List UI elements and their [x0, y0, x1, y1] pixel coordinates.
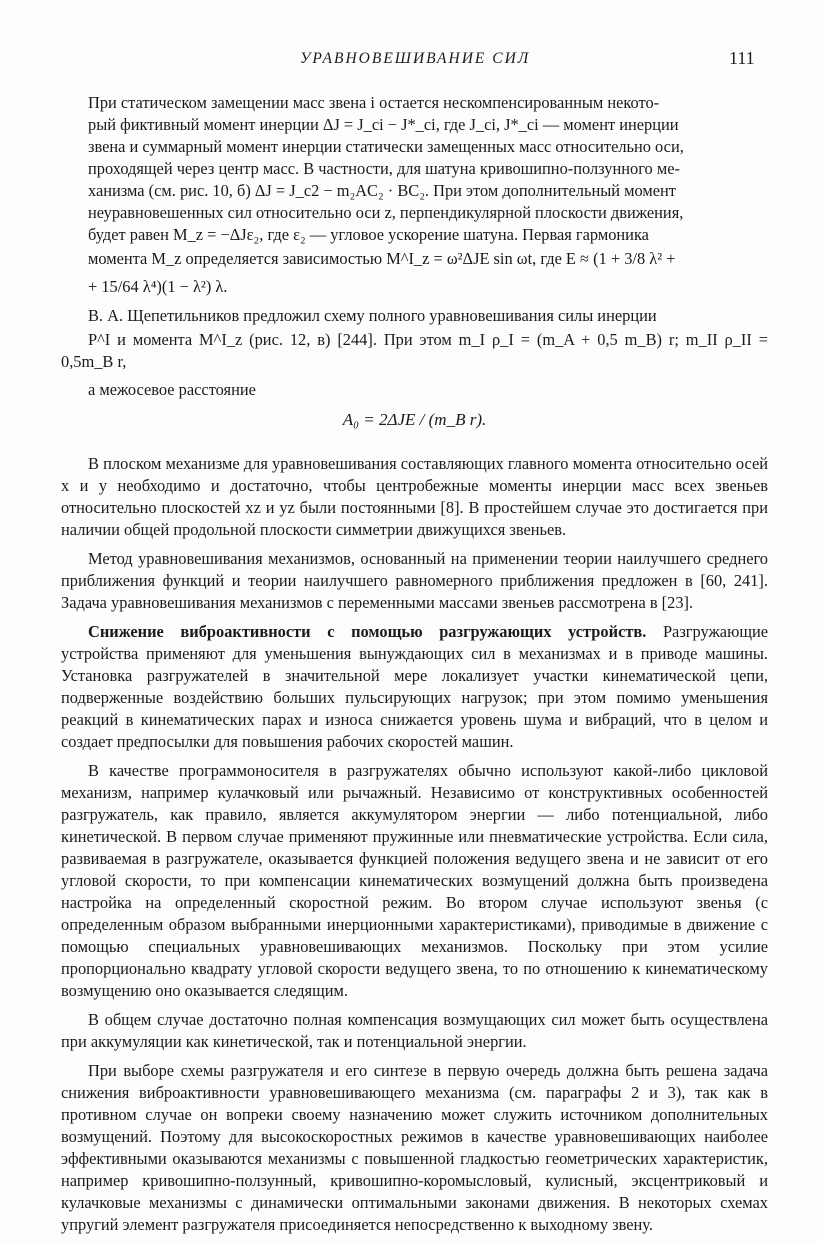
- running-title: УРАВНОВЕШИВАНИЕ СИЛ: [300, 50, 531, 67]
- paragraph-plane-mechanism: В плоском механизме для уравновешивания составляющих главного момента относительно осей x и y необходимо и достаточно, чтобы центробежные моменты инерции масс всех звеньев относительно плоскостей xz и yz были постоянными [8]. В простейшем случае это достигается при наличии общей продольной плоскости симметрии движущихся звеньев.: [61, 454, 768, 539]
- paragraph-shchepetilnikov: [61, 305, 768, 401]
- paragraph-static-substitution: [61, 92, 768, 298]
- text-line: звена и суммарный момент инерции статически замещенных масс относительно оси,: [88, 137, 684, 156]
- formula-line: P^I и момента M^I_z (рис. 12, в) [244]. При этом m_I ρ_I = (m_A + 0,5 m_B) r; m_II ρ_II = 0,5m_B r,: [61, 330, 768, 371]
- page-header: [0, 48, 822, 72]
- formula-line: + 15/64 λ⁴)(1 − λ²) λ.: [88, 277, 228, 296]
- paragraph-scheme-choice: При выборе схемы разгружателя и его синтезе в первую очередь должна быть решена задача снижения виброактивности уравновешивающего механизма (см. параграфы 2 и 3), так как в противном случае он вопреки своему назначению может служить источником дополнительных возмущений. Поэтому для высокоскоростных режимов в качестве уравновешивающих наиболее эффективными оказываются механизмы с повышенной гладкостью геометрических характеристик, например кривошипно-ползунный, кривошипно-коромысловый, кулисный, эксцентриковый и кулачковые механизмы с динамически оптимальными законами движения. В некоторых схемах упругий элемент разгружателя присоединяется непосредственно к выходному звену.: [61, 1061, 768, 1234]
- equation-axis-distance: A₀ = 2ΔJE / (m_B r).: [342, 410, 487, 429]
- paragraph-balancing-method: Метод уравновешивания механизмов, основанный на применении теории наилучшего среднего приближения функций и теории наилучшего равномерного приближения предложен в [60, 241]. Задача уравновешивания механизмов с переменными массами звеньев рассмотрена в [23].: [61, 549, 768, 612]
- text-line: проходящей через центр масс. В частности, для шатуна кривошипно-ползунного ме-: [88, 159, 680, 178]
- paragraph-program-carrier: В качестве программоносителя в разгружателях обычно используют какой-либо цикловой механизм, например кулачковый или рычажный. Независимо от конструктивных особенностей разгружатель, как правило, является аккумулятором энергии — либо потенциальной, либо кинетической. В первом случае применяют пружинные или пневматические устройства. Если сила, развиваемая в разгружателе, оказывается функцией положения ведущего звена и не зависит от его угловой скорости, то при компенсации кинематических возмущений должна быть произведена настройка на определенный скоростной режим. Во втором случае используют звенья (с определенным образом выбранными инерционными характеристиками), приводимые в движение с помощью специальных уравновешивающих механизмов. Поскольку при этом усилие пропорционально квадрату угловой скорости ведущего звена, то по отношению к кинематическому возмущению оно оказывается следящим.: [61, 761, 768, 1000]
- text-line: будет равен M_z = −ΔJε₂, где ε₂ — угловое ускорение шатуна. Первая гармоника: [88, 225, 649, 244]
- section-heading: Снижение виброактивности с помощью разгружающих устройств.: [88, 622, 647, 641]
- paragraph-unloading-devices: [61, 621, 768, 753]
- paragraph-text: Разгружающие устройства применяют для уменьшения вынуждающих сил в механизмах и в приводе машины. Установка разгружателей в значительной мере локализует участки кинематической цепи, подверженные воздействию больших пульсирующих нагрузок; при этом помимо уменьшения реакций в кинематических парах и износа снижается уровень шума и вибраций, что в целом и создает предпосылки для повышения рабочих скоростей машин.: [61, 622, 768, 751]
- text-line: рый фиктивный момент инерции ΔJ = J_ci − J*_ci, где J_ci, J*_ci — момент инерции: [88, 115, 679, 134]
- formula-line: момента M_z определяется зависимостью M^I_z = ω²ΔJE sin ωt, где E ≈ (1 + 3/8 λ² +: [88, 249, 676, 268]
- page-number: 111: [729, 48, 755, 68]
- page-body: [61, 92, 768, 1243]
- text-line: При статическом замещении масс звена i остается нескомпенсированным некото-: [88, 93, 660, 112]
- paragraph-general-case: В общем случае достаточно полная компенсация возмущающих сил может быть осуществлена при аккумуляции как кинетической, так и потенциальной энергии.: [61, 1010, 768, 1051]
- text-line: а межосевое расстояние: [88, 380, 256, 399]
- text-line: В. А. Щепетильников предложил схему полного уравновешивания силы инерции: [88, 306, 657, 325]
- text-line: ханизма (см. рис. 10, б) ΔJ = J_c2 − m₂AC₂ · BC₂. При этом дополнительный момент: [88, 181, 676, 200]
- text-line: неуравновешенных сил относительно оси z, перпендикулярной плоскости движения,: [88, 203, 684, 222]
